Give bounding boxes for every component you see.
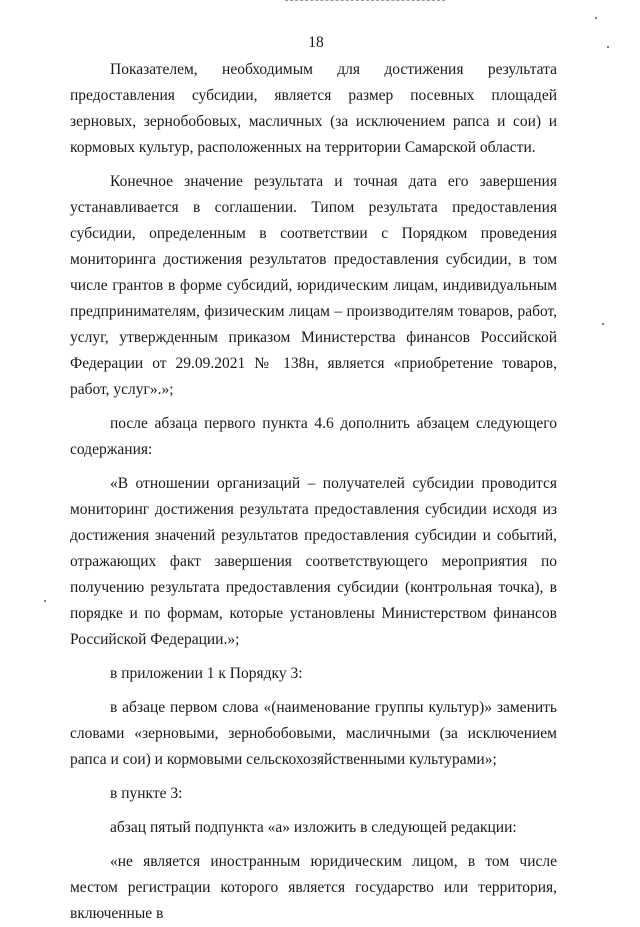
paragraph: после абзаца первого пункта 4.6 дополнить абзацем следующего содержания: (70, 415, 557, 458)
scan-speck (44, 600, 46, 602)
paragraph: в пункте 3: (110, 785, 183, 802)
paragraph: в приложении 1 к Порядку 3: (110, 665, 303, 682)
scan-speck (595, 17, 597, 19)
scan-speck (602, 323, 604, 325)
page-number: 18 (308, 34, 324, 51)
paragraph: «В отношении организаций – получателей субсидии проводится мониторинг достижения результата предоставления субсидии исходя из достижения значений результатов предоставления субсидии и событий, отражающих факт завершения соответствующего мероприятия по получению результата предоставления субсидии (контрольная точка), в порядке и по формам, которые установлены Министерством финансов Российской Федерации.»; (70, 475, 557, 648)
paragraph: «не является иностранным юридическим лицом, в том числе местом регистрации которого является государство или территория, включенные в (70, 853, 557, 922)
paragraph: Показателем, необходимым для достижения результата предоставления субсидии, является размер посевных площадей зерновых, зернобобовых, масличных (за исключением рапса и сои) и кормовых культур, расположенных на территории Самарской области. (70, 61, 557, 156)
paragraph: абзац пятый подпункта «а» изложить в следующей редакции: (110, 819, 517, 836)
paragraph: Конечное значение результата и точная дата его завершения устанавливается в соглашении. Типом результата предоставления субсидии, определенным в соответствии с Порядком проведения мониторинга достижения результатов предоставления субсидии, в том числе грантов в форме субсидий, юридическим лицам, индивидуальным предпринимателям, физическим лицам – производителям товаров, работ, услуг, утвержденным приказом Министерства финансов Российской Федерации от 29.09.2021 № 138н, является «приобретение товаров, работ, услуг».»; (70, 173, 557, 398)
scan-artifact-line (285, 0, 445, 3)
document-body (70, 57, 557, 927)
paragraph: в абзаце первом слова «(наименование группы культур)» заменить словами «зерновыми, зернобобовыми, масличными (за исключением рапса и сои) и кормовыми сельскохозяйственными культурами»; (70, 699, 557, 768)
